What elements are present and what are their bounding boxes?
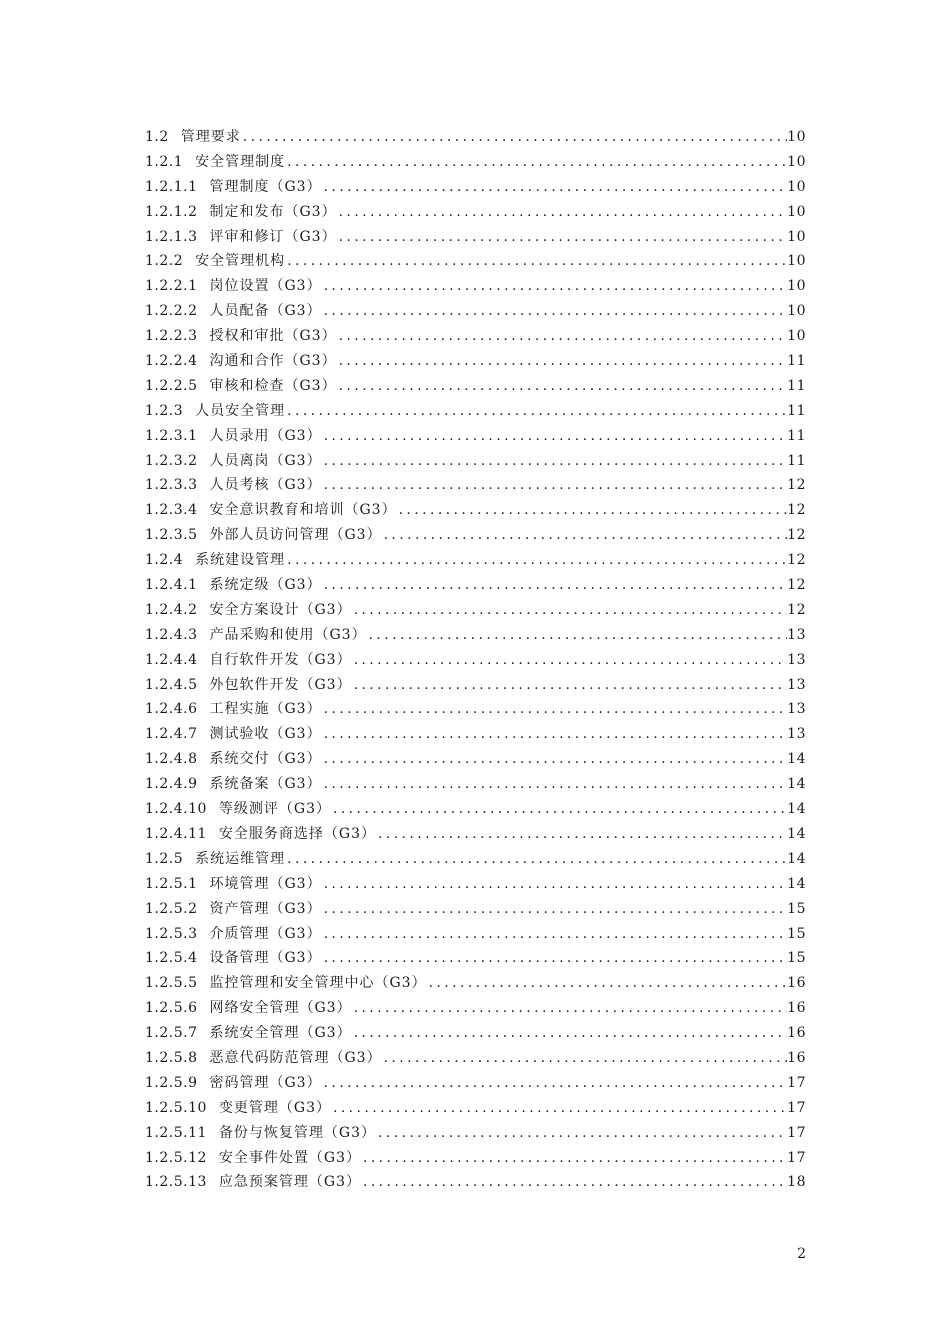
toc-entry-number: 1.2.5.12 [145, 1149, 207, 1166]
toc-entry[interactable] [145, 822, 806, 847]
toc-entry-number: 1.2.4.5 [145, 676, 198, 693]
toc-entry[interactable] [145, 573, 806, 598]
toc-dot-leader [322, 424, 788, 449]
toc-entry-number: 1.2.1.1 [145, 178, 198, 195]
toc-entry-page: 11 [787, 452, 806, 469]
toc-entry-number: 1.2.2.1 [145, 278, 198, 295]
toc-entry-title: 网络安全管理（G3） [209, 1000, 352, 1017]
toc-entry[interactable] [145, 971, 806, 996]
toc-entry-page: 15 [787, 950, 806, 967]
toc-dot-leader [376, 822, 787, 847]
toc-entry[interactable] [145, 598, 806, 623]
toc-entry-page: 14 [787, 850, 806, 867]
toc-entry[interactable] [145, 175, 806, 200]
toc-entry-number: 1.2.5.6 [145, 1000, 198, 1017]
toc-entry[interactable] [145, 1146, 806, 1171]
toc-entry-number: 1.2.5.5 [145, 975, 198, 992]
toc-entry-title: 安全管理制度 [195, 153, 286, 170]
toc-entry-number: 1.2.4.11 [145, 825, 207, 842]
toc-entry-number: 1.2.5.13 [145, 1174, 207, 1191]
toc-dot-leader [427, 971, 788, 996]
toc-dot-leader [382, 1046, 788, 1071]
toc-entry[interactable] [145, 274, 806, 299]
toc-entry-title: 系统备案（G3） [209, 776, 322, 793]
toc-entry[interactable] [145, 1021, 806, 1046]
toc-dot-leader [337, 374, 788, 399]
toc-entry-title: 设备管理（G3） [209, 950, 322, 967]
toc-entry-title: 备份与恢复管理（G3） [218, 1124, 376, 1141]
toc-entry-number: 1.2.4.2 [145, 601, 198, 618]
toc-entry-page: 14 [787, 875, 806, 892]
toc-entry-number: 1.2.2.3 [145, 328, 198, 345]
toc-entry[interactable] [145, 424, 806, 449]
toc-dot-leader [322, 573, 788, 598]
toc-entry[interactable] [145, 449, 806, 474]
toc-entry[interactable] [145, 1046, 806, 1071]
toc-entry-title: 评审和修订（G3） [209, 228, 337, 245]
toc-entry-title: 安全管理机构 [195, 253, 286, 270]
toc-dot-leader [367, 623, 788, 648]
toc-dot-leader [322, 722, 788, 747]
toc-entry[interactable] [145, 1071, 806, 1096]
toc-entry-title: 安全方案设计（G3） [209, 601, 352, 618]
toc-entry[interactable] [145, 523, 806, 548]
toc-entry[interactable] [145, 498, 806, 523]
toc-entry-page: 17 [787, 1074, 806, 1091]
toc-entry-page: 11 [787, 427, 806, 444]
toc-entry-title: 资产管理（G3） [209, 900, 322, 917]
toc-entry-page: 15 [787, 900, 806, 917]
toc-entry-title: 产品采购和使用（G3） [209, 626, 367, 643]
toc-entry-number: 1.2.3 [145, 402, 184, 419]
toc-entry-title: 管理制度（G3） [209, 178, 322, 195]
toc-entry[interactable] [145, 623, 806, 648]
toc-entry-title: 恶意代码防范管理（G3） [209, 1049, 382, 1066]
toc-entry[interactable] [145, 722, 806, 747]
toc-entry-number: 1.2.4.4 [145, 651, 198, 668]
toc-entry-page: 14 [787, 751, 806, 768]
toc-dot-leader [322, 697, 788, 722]
toc-entry-title: 管理要求 [180, 129, 241, 145]
toc-entry[interactable] [145, 225, 806, 250]
toc-entry-page: 16 [787, 975, 806, 992]
toc-entry-number: 1.2.5 [145, 850, 184, 867]
toc-dot-leader [322, 274, 788, 299]
toc-entry-title: 自行软件开发（G3） [209, 651, 352, 668]
toc-dot-leader [337, 324, 788, 349]
toc-entry-page: 10 [787, 178, 806, 195]
toc-entry-number: 1.2.1 [145, 153, 184, 170]
toc-entry-number: 1.2.4.3 [145, 626, 198, 643]
toc-entry-page: 17 [787, 1124, 806, 1141]
toc-entry-page: 16 [787, 1049, 806, 1066]
toc-entry-number: 1.2.4.9 [145, 776, 198, 793]
toc-entry-number: 1.2.2.4 [145, 353, 198, 370]
toc-entry-page: 14 [787, 801, 806, 818]
toc-entry[interactable] [145, 697, 806, 722]
toc-dot-leader [352, 673, 788, 698]
toc-entry-title: 测试验收（G3） [209, 726, 322, 743]
table-of-contents [145, 125, 806, 1195]
toc-entry[interactable] [145, 847, 806, 872]
toc-entry-title: 人员考核（G3） [209, 477, 322, 494]
toc-entry-number: 1.2.1.2 [145, 203, 198, 220]
toc-entry-page: 13 [787, 701, 806, 718]
toc-entry[interactable] [145, 946, 806, 971]
toc-dot-leader [322, 299, 788, 324]
toc-entry[interactable] [145, 922, 806, 947]
toc-dot-leader [352, 648, 788, 673]
toc-entry-number: 1.2.5.4 [145, 950, 198, 967]
toc-entry[interactable] [145, 1121, 806, 1146]
toc-dot-leader [322, 897, 788, 922]
toc-dot-leader [322, 772, 788, 797]
toc-entry-title: 外包软件开发（G3） [209, 676, 352, 693]
toc-entry-page: 16 [787, 1025, 806, 1042]
toc-entry[interactable] [145, 996, 806, 1021]
toc-dot-leader [337, 349, 788, 374]
toc-entry-title: 系统交付（G3） [209, 751, 322, 768]
toc-entry-number: 1.2.2.5 [145, 377, 198, 394]
toc-entry-title: 应急预案管理（G3） [218, 1174, 361, 1191]
toc-entry[interactable] [145, 548, 806, 573]
page-number: 2 [797, 1246, 806, 1262]
toc-entry-title: 审核和检查（G3） [209, 377, 337, 394]
toc-dot-leader [285, 150, 787, 175]
toc-entry-page: 12 [787, 477, 806, 494]
toc-entry-number: 1.2.4.1 [145, 577, 198, 594]
toc-entry-number: 1.2.4.10 [145, 801, 207, 818]
toc-dot-leader [285, 249, 787, 274]
toc-entry[interactable] [145, 473, 806, 498]
toc-entry-number: 1.2.3.5 [145, 527, 198, 544]
toc-entry-page: 14 [787, 776, 806, 793]
toc-entry-title: 安全事件处置（G3） [218, 1149, 361, 1166]
toc-entry-number: 1.2.3.1 [145, 427, 198, 444]
toc-entry-title: 岗位设置（G3） [209, 278, 322, 295]
toc-entry-page: 12 [787, 502, 806, 519]
toc-dot-leader [322, 747, 788, 772]
toc-entry-number: 1.2.5.7 [145, 1025, 198, 1042]
toc-entry-number: 1.2.3.3 [145, 477, 198, 494]
toc-entry-page: 12 [787, 577, 806, 594]
toc-entry-title: 系统运维管理 [195, 850, 286, 867]
toc-entry-title: 人员离岗（G3） [209, 452, 322, 469]
toc-dot-leader [361, 1146, 787, 1171]
toc-entry-number: 1.2.5.9 [145, 1074, 198, 1091]
toc-entry-number: 1.2.1.3 [145, 228, 198, 245]
toc-entry-number: 1.2.4 [145, 552, 184, 569]
toc-entry-title: 系统安全管理（G3） [209, 1025, 352, 1042]
toc-entry[interactable] [145, 872, 806, 897]
toc-dot-leader [322, 473, 788, 498]
toc-entry-number: 1.2.2.2 [145, 303, 198, 320]
toc-entry-page: 14 [787, 825, 806, 842]
toc-entry-page: 17 [787, 1149, 806, 1166]
toc-entry-number: 1.2.4.7 [145, 726, 198, 743]
toc-entry-page: 18 [787, 1174, 806, 1191]
toc-entry[interactable] [145, 374, 806, 399]
toc-entry-number: 1.2.3.4 [145, 502, 198, 519]
toc-dot-leader [352, 1021, 788, 1046]
toc-entry-number: 1.2.5.3 [145, 925, 198, 942]
toc-entry-page: 10 [787, 129, 806, 145]
toc-entry-number: 1.2.5.1 [145, 875, 198, 892]
toc-entry[interactable] [145, 1170, 806, 1195]
toc-entry-title: 介质管理（G3） [209, 925, 322, 942]
toc-entry-page: 10 [787, 153, 806, 170]
toc-entry-page: 10 [787, 278, 806, 295]
toc-dot-leader [322, 449, 788, 474]
toc-entry-title: 授权和审批（G3） [209, 328, 337, 345]
toc-entry-title: 外部人员访问管理（G3） [209, 527, 382, 544]
toc-dot-leader [285, 847, 787, 872]
toc-dot-leader [322, 175, 788, 200]
toc-entry-title: 人员安全管理 [195, 402, 286, 419]
toc-entry[interactable] [145, 200, 806, 225]
toc-entry-number: 1.2.3.2 [145, 452, 198, 469]
toc-entry-page: 10 [787, 303, 806, 320]
toc-entry-title: 沟通和合作（G3） [209, 353, 337, 370]
toc-entry-page: 16 [787, 1000, 806, 1017]
toc-dot-leader [337, 200, 788, 225]
toc-entry-page: 10 [787, 253, 806, 270]
toc-entry-number: 1.2.5.8 [145, 1049, 198, 1066]
toc-dot-leader [382, 523, 788, 548]
toc-entry-title: 工程实施（G3） [209, 701, 322, 718]
toc-entry-page: 13 [787, 651, 806, 668]
toc-entry-page: 13 [787, 626, 806, 643]
toc-entry-title: 变更管理（G3） [218, 1099, 331, 1116]
toc-entry-page: 10 [787, 228, 806, 245]
toc-entry-page: 12 [787, 527, 806, 544]
toc-entry-page: 17 [787, 1099, 806, 1116]
toc-entry-title: 人员配备（G3） [209, 303, 322, 320]
toc-entry-number: 1.2.5.10 [145, 1099, 207, 1116]
toc-entry[interactable] [145, 349, 806, 374]
toc-dot-leader [285, 399, 787, 424]
toc-entry[interactable] [145, 797, 806, 822]
toc-entry[interactable] [145, 673, 806, 698]
toc-entry[interactable] [145, 648, 806, 673]
toc-dot-leader [376, 1121, 787, 1146]
toc-dot-leader [322, 872, 788, 897]
toc-dot-leader [285, 548, 787, 573]
toc-entry-title: 安全意识教育和培训（G3） [209, 502, 397, 519]
toc-entry[interactable] [145, 249, 806, 274]
toc-entry-title: 密码管理（G3） [209, 1074, 322, 1091]
toc-entry-title: 系统建设管理 [195, 552, 286, 569]
toc-entry-number: 1.2.5.11 [145, 1124, 207, 1141]
toc-dot-leader [397, 498, 788, 523]
toc-dot-leader [241, 125, 787, 150]
toc-entry-page: 12 [787, 552, 806, 569]
toc-entry-page: 10 [787, 328, 806, 345]
toc-dot-leader [352, 996, 788, 1021]
toc-entry-title: 安全服务商选择（G3） [218, 825, 376, 842]
toc-entry-number: 1.2.2 [145, 253, 184, 270]
toc-entry-page: 13 [787, 726, 806, 743]
toc-entry-page: 11 [787, 402, 806, 419]
toc-entry-number: 1.2.4.8 [145, 751, 198, 768]
toc-entry[interactable] [145, 1096, 806, 1121]
toc-entry[interactable] [145, 299, 806, 324]
toc-entry-title: 等级测评（G3） [218, 801, 331, 818]
toc-entry-page: 11 [787, 377, 806, 394]
toc-entry[interactable] [145, 897, 806, 922]
toc-dot-leader [322, 946, 788, 971]
toc-entry-title: 系统定级（G3） [209, 577, 322, 594]
toc-entry-page: 12 [787, 601, 806, 618]
toc-entry-title: 监控管理和安全管理中心（G3） [209, 975, 427, 992]
toc-entry-page: 11 [787, 353, 806, 370]
toc-entry-title: 制定和发布（G3） [209, 203, 337, 220]
toc-dot-leader [352, 598, 788, 623]
toc-entry[interactable] [145, 324, 806, 349]
toc-entry-number: 1.2.5.2 [145, 900, 198, 917]
toc-entry[interactable] [145, 747, 806, 772]
toc-entry-title: 环境管理（G3） [209, 875, 322, 892]
toc-entry-title: 人员录用（G3） [209, 427, 322, 444]
toc-entry[interactable] [145, 772, 806, 797]
toc-dot-leader [322, 922, 788, 947]
toc-entry-page: 10 [787, 203, 806, 220]
toc-entry-page: 15 [787, 925, 806, 942]
toc-entry[interactable] [145, 125, 806, 150]
toc-entry-number: 1.2 [145, 129, 169, 145]
toc-entry-number: 1.2.4.6 [145, 701, 198, 718]
toc-dot-leader [337, 225, 788, 250]
toc-dot-leader [331, 1096, 787, 1121]
toc-entry[interactable] [145, 150, 806, 175]
toc-entry-page: 13 [787, 676, 806, 693]
toc-entry[interactable] [145, 399, 806, 424]
toc-dot-leader [361, 1170, 787, 1195]
toc-dot-leader [322, 1071, 788, 1096]
toc-dot-leader [331, 797, 787, 822]
